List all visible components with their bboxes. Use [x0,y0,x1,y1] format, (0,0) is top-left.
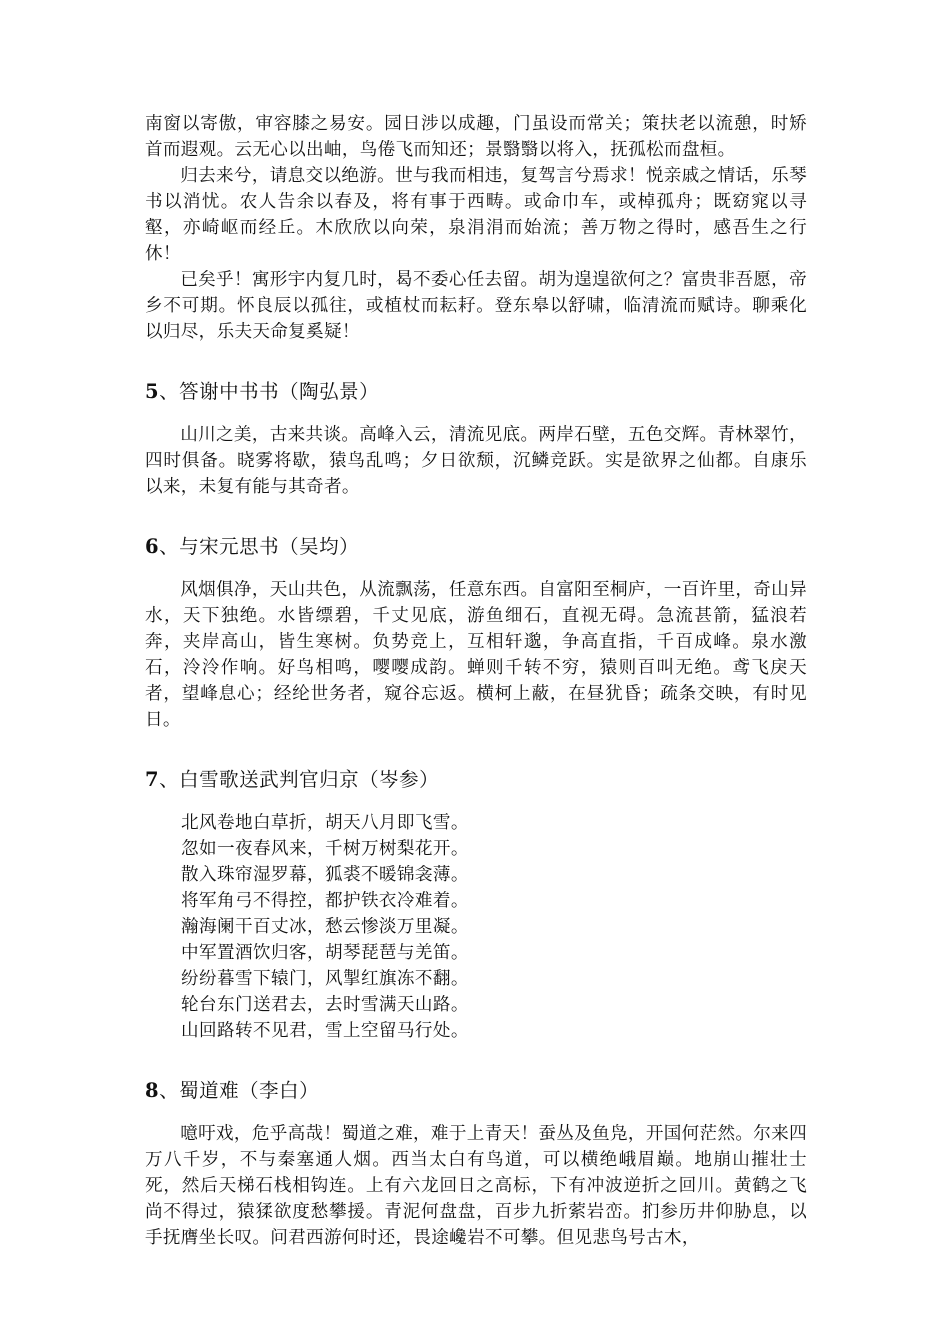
section-heading [145,766,807,794]
paragraph: 南窗以寄傲，审容膝之易安。园日涉以成趣，门虽设而常关；策扶老以流憩，时矫首而遐观。云无心以出岫，鸟倦飞而知还；景翳翳以将入，抚孤松而盘桓。 [145,114,807,160]
section-title: 、答谢中书书（陶弘景） [159,380,380,403]
paragraph: 归去来兮，请息交以绝游。世与我而相违，复驾言兮焉求！悦亲戚之情话，乐琴书以消忧。农人告余以春及，将有事于西畴。或命巾车，或棹孤舟；既窈窕以寻壑，亦崎岖而经丘。木欣欣以向荣，泉涓涓而始流；善万物之得时，感吾生之行休！ [145,166,807,264]
poem-line: 中军置酒饮归客，胡琴琵琶与羌笛。 [181,943,469,963]
paragraph: 山川之美，古来共谈。高峰入云，清流见底。两岸石壁，五色交辉。青林翠竹，四时俱备。晓雾将歇，猿鸟乱鸣；夕日欲颓，沉鳞竞跃。实是欲界之仙都。自康乐以来，未复有能与其奇者。 [145,425,807,497]
paragraph: 风烟俱净，天山共色，从流飘荡，任意东西。自富阳至桐庐，一百许里，奇山异水，天下独绝。水皆缥碧，千丈见底，游鱼细石，直视无碍。急流甚箭，猛浪若奔，夹岸高山，皆生寒树。负势竞上，互相轩邈，争高直指，千百成峰。泉水激石，泠泠作响。好鸟相鸣，嘤嘤成韵。蝉则千转不穷，猿则百叫无绝。鸢飞戾天者，望峰息心；经纶世务者，窥谷忘返。横柯上蔽，在昼犹昏；疏条交映，有时见日。 [145,580,807,730]
document-page [145,111,807,1251]
section-title: 、与宋元思书（吴均） [159,535,360,558]
section-title: 、白雪歌送武判官归京（岑参） [159,768,440,791]
section-number: 5 [145,380,160,403]
section-6 [145,533,807,733]
section-heading [145,1077,807,1105]
section-8 [145,1077,807,1251]
section-heading [145,378,807,406]
poem [145,810,807,1044]
section-number: 8 [145,1079,160,1102]
section-heading [145,533,807,561]
poem-line: 山回路转不见君，雪上空留马行处。 [181,1021,469,1041]
poem-line: 散入珠帘湿罗幕，狐裘不暖锦衾薄。 [181,865,469,885]
poem-line: 将军角弓不得控，都护铁衣冷难着。 [181,891,469,911]
paragraph: 已矣乎！寓形宇内复几时，曷不委心任去留。胡为遑遑欲何之？富贵非吾愿，帝乡不可期。怀良辰以孤往，或植杖而耘耔。登东皋以舒啸，临清流而赋诗。聊乘化以归尽，乐夫天命复奚疑！ [145,270,807,342]
section-title: 、蜀道难（李白） [159,1079,320,1102]
paragraph: 噫吁戏，危乎高哉！蜀道之难，难于上青天！蚕丛及鱼凫，开国何茫然。尔来四万八千岁，不与秦塞通人烟。西当太白有鸟道，可以横绝峨眉巅。地崩山摧壮士死，然后天梯石栈相钩连。上有六龙回日之高标，下有冲波逆折之回川。黄鹤之飞尚不得过，猿猱欲度愁攀援。青泥何盘盘，百步九折萦岩峦。扪参历井仰胁息，以手抚膺坐长叹。问君西游何时还，畏途巉岩不可攀。但见悲鸟号古木， [145,1124,807,1248]
poem-line: 北风卷地白草折，胡天八月即飞雪。 [181,813,469,833]
section-number: 6 [145,535,160,558]
poem-line: 瀚海阑干百丈冰，愁云惨淡万里凝。 [181,917,469,937]
section-7 [145,766,807,1044]
poem-line: 轮台东门送君去，去时雪满天山路。 [181,995,469,1015]
section-5 [145,378,807,500]
continuation-block [145,111,807,345]
poem-line: 忽如一夜春风来，千树万树梨花开。 [181,839,469,859]
poem-line: 纷纷暮雪下辕门，风掣红旗冻不翻。 [181,969,469,989]
section-number: 7 [145,768,160,791]
